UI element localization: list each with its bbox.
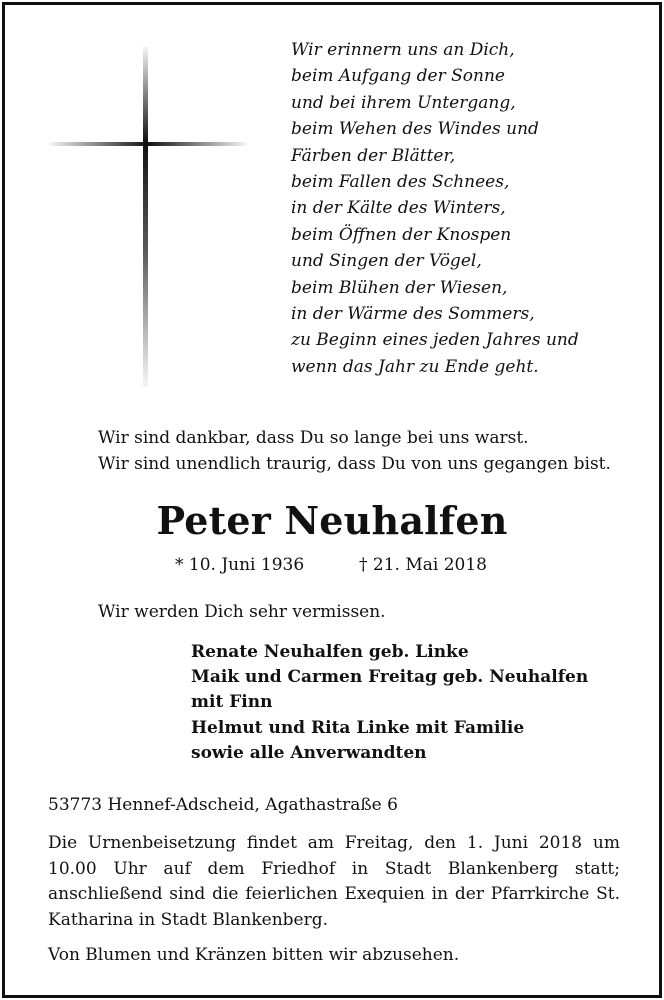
poem-line: in der Kälte des Winters, [291,198,506,219]
poem-line: beim Blühen der Wiesen, [291,277,508,298]
poem-line: beim Fallen des Schnees, [291,172,510,193]
poem-line: und Singen der Vögel, [291,251,482,272]
thanks-text [98,425,611,477]
poem-line: zu Beginn eines jeden Jahres und [291,330,579,351]
mourner-line: Renate Neuhalfen geb. Linke [191,642,469,662]
mourner-line: Helmut und Rita Linke mit Familie [191,717,525,738]
death-date: † 21. Mai 2018 [359,555,487,575]
miss-text: Wir werden Dich sehr vermissen. [98,602,386,622]
poem-line: wenn das Jahr zu Ende geht. [291,356,539,377]
poem-line: Wir erinnern uns an Dich, [291,40,515,60]
deceased-name: Peter Neuhalfen [156,498,508,543]
mourner-line: mit Finn [191,692,273,713]
thanks-line: Wir sind unendlich traurig, dass Du von uns gegangen bist. [98,454,611,474]
poem-line: beim Aufgang der Sonne [291,66,505,87]
poem-line: Färben der Blätter, [291,145,456,166]
flowers-note: Von Blumen und Kränzen bitten wir abzusehen. [48,945,460,965]
address: 53773 Hennef-Adscheid, Agathastraße 6 [48,795,398,815]
obituary-notice [2,2,662,998]
poem [291,37,579,380]
mourner-line: sowie alle Anverwandten [191,742,427,763]
birth-date: * 10. Juni 1936 [175,555,305,575]
thanks-line: Wir sind dankbar, dass Du so lange bei uns warst. [98,428,529,448]
service-info: Die Urnenbeisetzung findet am Freitag, den 1. Juni 2018 um 10.00 Uhr auf dem Friedhof in Stadt Blankenberg statt; anschließend sind die feierlichen Exequien in der Pfarrkirche St. Katharina in Stadt Blankenberg. [48,833,620,930]
poem-line: und bei ihrem Untergang, [291,92,516,113]
poem-line: beim Wehen des Windes und [291,119,539,140]
cross-icon [50,47,246,387]
poem-line: beim Öffnen der Knospen [291,224,512,245]
mourners-list [191,640,588,766]
poem-line: in der Wärme des Sommers, [291,304,535,325]
mourner-line: Maik und Carmen Freitag geb. Neuhalfen [191,667,589,688]
